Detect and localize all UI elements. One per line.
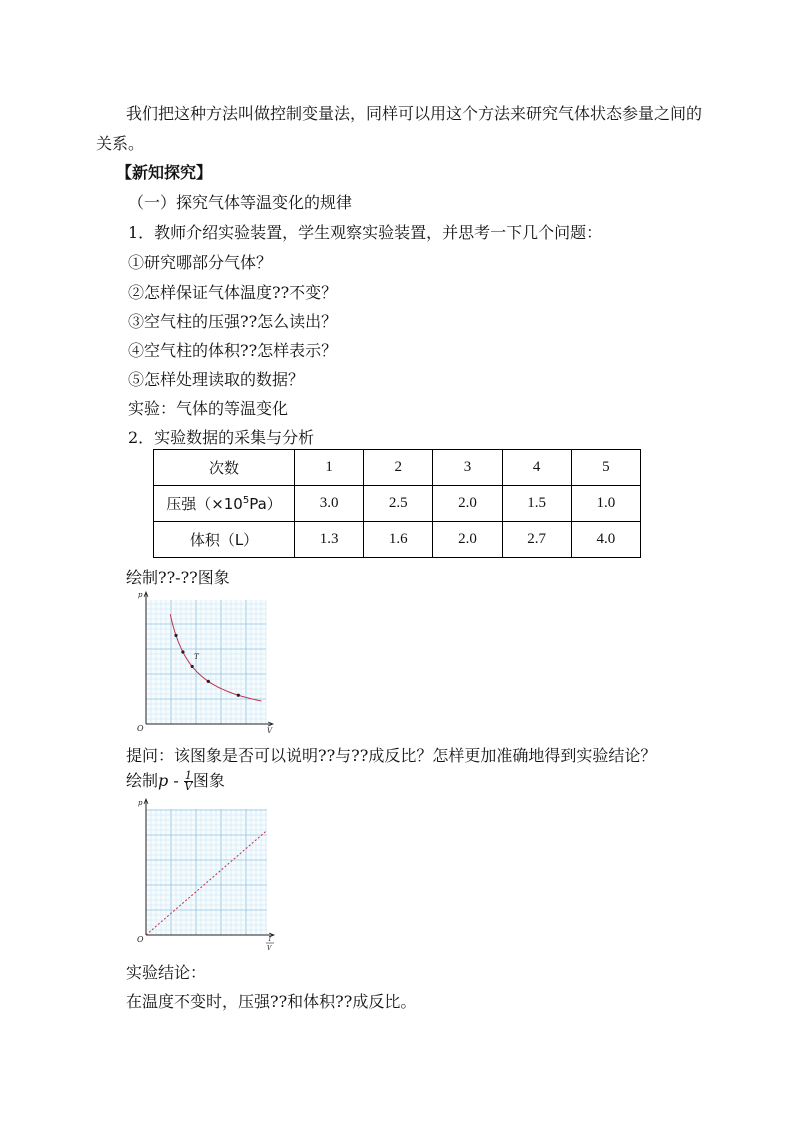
question-5: ⑤怎样处理读取的数据？ <box>128 370 305 389</box>
data-point <box>181 650 184 653</box>
grid <box>146 600 266 724</box>
table-col-header: 2 <box>364 450 433 486</box>
pressure-label-exponent: 5 <box>242 495 250 506</box>
question-1: ①研究哪部分气体？ <box>128 253 273 272</box>
draw-suffix: 图象 <box>192 771 225 790</box>
table-col-header: 3 <box>433 450 502 486</box>
frac-numerator: 1 <box>184 769 192 782</box>
subsection-title: （一）探究气体等温变化的规律 <box>128 193 353 212</box>
draw-pv-label: 绘制??-??图象 <box>126 568 230 587</box>
volume-row-label: 体积（L） <box>154 522 295 558</box>
table-cell: 2.7 <box>502 522 571 558</box>
table-cell: 2.5 <box>364 486 433 522</box>
table-cell: 2.0 <box>433 486 502 522</box>
dash: - <box>168 771 184 790</box>
table-row <box>154 522 641 558</box>
draw-p-inv-v-label <box>126 771 225 793</box>
table-header-label: 次数 <box>154 450 295 486</box>
question-4: ④空气柱的体积??怎样表示？ <box>128 341 338 360</box>
x-axis-label-denominator: V <box>267 945 272 952</box>
section-title: 【新知探究】 <box>116 163 213 182</box>
intro-paragraph-line-1: 我们把这种方法叫做控制变量法，同样可以用这个方法来研究气体状态参量之间的 <box>126 104 703 123</box>
pv-chart <box>126 588 286 736</box>
frac-denominator: V <box>184 780 193 793</box>
table-cell: 1.6 <box>364 522 433 558</box>
table-col-header: 5 <box>571 450 640 486</box>
table-col-header: 1 <box>295 450 364 486</box>
p-symbol: p <box>158 771 169 790</box>
origin-label: O <box>137 935 144 944</box>
conclusion-label: 实验结论： <box>126 963 207 982</box>
p-inv-v-chart <box>126 795 286 955</box>
question-text: 提问：该图象是否可以说明??与??成反比？怎样更加准确地得到实验结论？ <box>126 746 657 765</box>
pressure-label-prefix: 压强（×10 <box>166 495 243 513</box>
y-axis-label: p <box>138 799 143 807</box>
inv-v-fraction <box>184 771 193 792</box>
question-3: ③空气柱的压强??怎么读出？ <box>128 312 338 331</box>
table-cell: 2.0 <box>433 522 502 558</box>
table-row <box>154 450 641 486</box>
data-point <box>237 694 240 697</box>
step-1: 1．教师介绍实验装置，学生观察实验装置，并思考一下几个问题： <box>128 223 603 242</box>
experiment-label: 实验：气体的等温变化 <box>128 399 289 418</box>
x-axis-label-numerator: 1 <box>268 936 272 943</box>
origin-label: O <box>137 724 144 733</box>
question-2: ②怎样保证气体温度??不变？ <box>128 283 338 302</box>
data-point <box>191 665 194 668</box>
data-table <box>153 449 641 558</box>
table-cell: 1.5 <box>502 486 571 522</box>
draw-prefix: 绘制 <box>126 771 159 790</box>
pressure-row-label <box>154 486 295 522</box>
grid <box>146 809 267 935</box>
table-cell: 1.0 <box>571 486 640 522</box>
pressure-label-suffix: Pa） <box>249 495 282 513</box>
x-axis-label: V <box>267 727 273 735</box>
table-cell: 1.3 <box>295 522 364 558</box>
table-row <box>154 486 641 522</box>
table-cell: 4.0 <box>571 522 640 558</box>
curve-label: T <box>194 652 199 661</box>
table-col-header: 4 <box>502 450 571 486</box>
conclusion-text: 在温度不变时，压强??和体积??成反比。 <box>126 992 417 1011</box>
grid-background <box>146 809 267 935</box>
intro-paragraph-line-2: 关系。 <box>96 134 145 153</box>
data-point <box>174 634 177 637</box>
y-axis-label: p <box>138 591 143 599</box>
table-cell: 3.0 <box>295 486 364 522</box>
step-2: 2．实验数据的采集与分析 <box>128 428 315 447</box>
data-point <box>207 680 210 683</box>
